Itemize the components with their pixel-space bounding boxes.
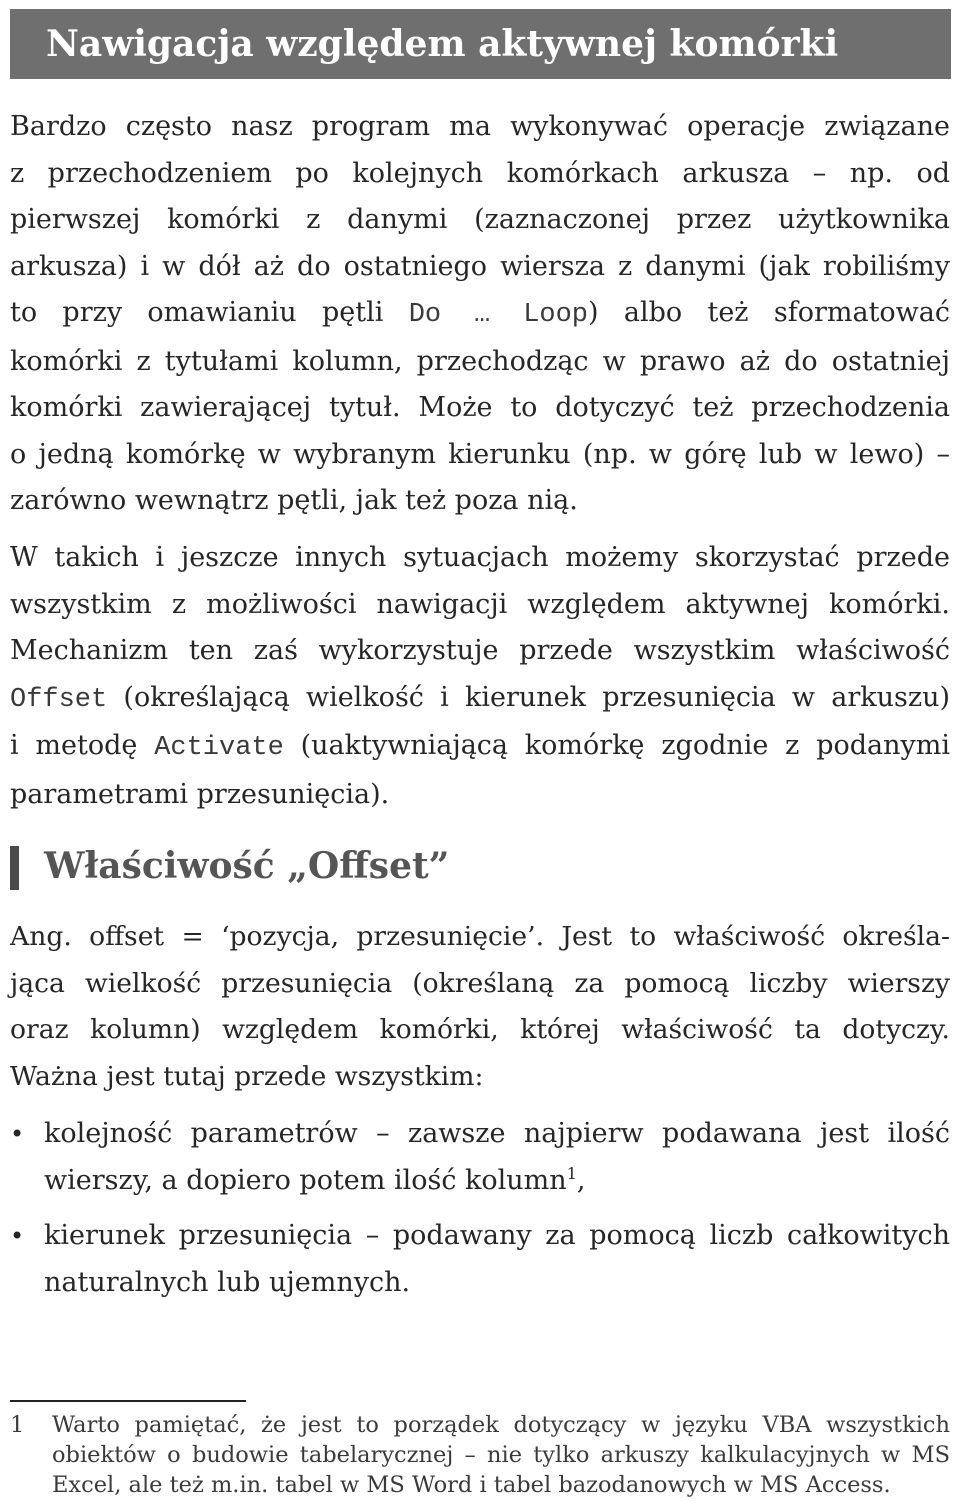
text-line (10, 290, 950, 339)
text-line: Mechanizm ten zaś wykorzystuje przede wszystkim właściwość (10, 635, 950, 666)
list-item (10, 1213, 950, 1306)
intro-paragraph (10, 104, 950, 525)
text-line: z przechodzeniem po kolejnych komórkach arkusza – np. od (10, 157, 950, 189)
bullet-list (10, 1111, 950, 1315)
bullet-icon: • (10, 1120, 25, 1148)
text-line: wszystkim z możliwości nawigacji względem aktywnej komórki. (10, 588, 950, 620)
code-do-loop: Do … Loop (408, 300, 589, 330)
navigation-paragraph (10, 535, 950, 818)
text-line (10, 723, 950, 772)
text-fragment: i metodę (10, 730, 155, 761)
text-line (44, 1158, 950, 1205)
text-line: obiektów o budowie tabelarycznej – nie tylko arkuszy kalkulacyjnych w MS (52, 1442, 950, 1468)
section-title: Właściwość „Offset” (44, 845, 450, 887)
text-fragment: ) albo też sformatować (588, 297, 951, 328)
footnote-reference[interactable]: 1 (566, 1163, 577, 1183)
text-fragment: (uaktywniającą komórkę zgodnie z podanymi (283, 730, 950, 761)
text-line: parametrami przesunięcia). (10, 778, 390, 810)
text-line: naturalnych lub ujemnych. (44, 1266, 411, 1298)
text-line: Ważna jest tutaj przede wszystkim: (10, 1060, 484, 1092)
footnote-divider (10, 1400, 246, 1402)
code-offset: Offset (10, 684, 108, 715)
text-line: kierunek przesunięcia – podawany za pomocą liczb całkowitych (44, 1220, 950, 1251)
bullet-icon: • (10, 1222, 25, 1250)
text-fragment: to przy omawianiu pętli (10, 297, 409, 328)
text-line: pierwszej komórki z danymi (zaznaczonej przez użytkownika (10, 204, 950, 235)
text-line: o jedną komórkę w wybranym kierunku (np. w górę lub w lewo) – (10, 438, 950, 470)
text-fragment: , (576, 1164, 586, 1196)
section-heading (10, 846, 710, 890)
text-line: arkusza) i w dół aż do ostatniego wiersza z danymi (jak robiliśmy (10, 250, 950, 282)
text-line: Warto pamiętać, że jest to porządek dotyczący w języku VBA wszystkich (52, 1412, 950, 1438)
footnote-number: 1 (10, 1412, 25, 1438)
text-line: komórki zawierającej tytuł. Może to dotyczyć też przechodzenia (10, 392, 950, 423)
list-item (10, 1111, 950, 1204)
text-line: jąca wielkość przesunięcia (określaną za pomocą liczby wierszy (10, 967, 950, 999)
text-fragment: (określającą wielkość i kierunek przesunięcia w arkuszu) (107, 681, 950, 713)
text-fragment: wierszy, a dopiero potem ilość kolumn (44, 1164, 567, 1196)
text-line: komórki z tytułami kolumn, przechodząc w prawo aż do ostatniej (10, 345, 950, 377)
page-title: Nawigacja względem aktywnej komórki (46, 23, 839, 65)
text-line: Ang. offset = ‘pozycja, przesunięcie’. Jest to właściwość określa- (10, 921, 950, 952)
section-marker-bar (10, 846, 19, 890)
title-bar (10, 9, 951, 79)
text-line (10, 675, 950, 724)
code-activate: Activate (154, 733, 284, 763)
text-line: oraz kolumn) względem komórki, której właściwość ta dotyczy. (10, 1014, 950, 1045)
footnote-text (52, 1410, 950, 1500)
text-line: Excel, ale też m.in. tabel w MS Word i tabel bazodanowych w MS Access. (52, 1472, 891, 1498)
text-line: Bardzo często nasz program ma wykonywać operacje związane (10, 111, 950, 142)
text-line: zarówno wewnątrz pętli, jak też poza nią. (10, 485, 578, 516)
offset-paragraph (10, 914, 950, 1100)
text-line: kolejność parametrów – zawsze najpierw podawana jest ilość (44, 1118, 950, 1149)
text-line: W takich i jeszcze innych sytuacjach możemy skorzystać przede (10, 542, 950, 573)
